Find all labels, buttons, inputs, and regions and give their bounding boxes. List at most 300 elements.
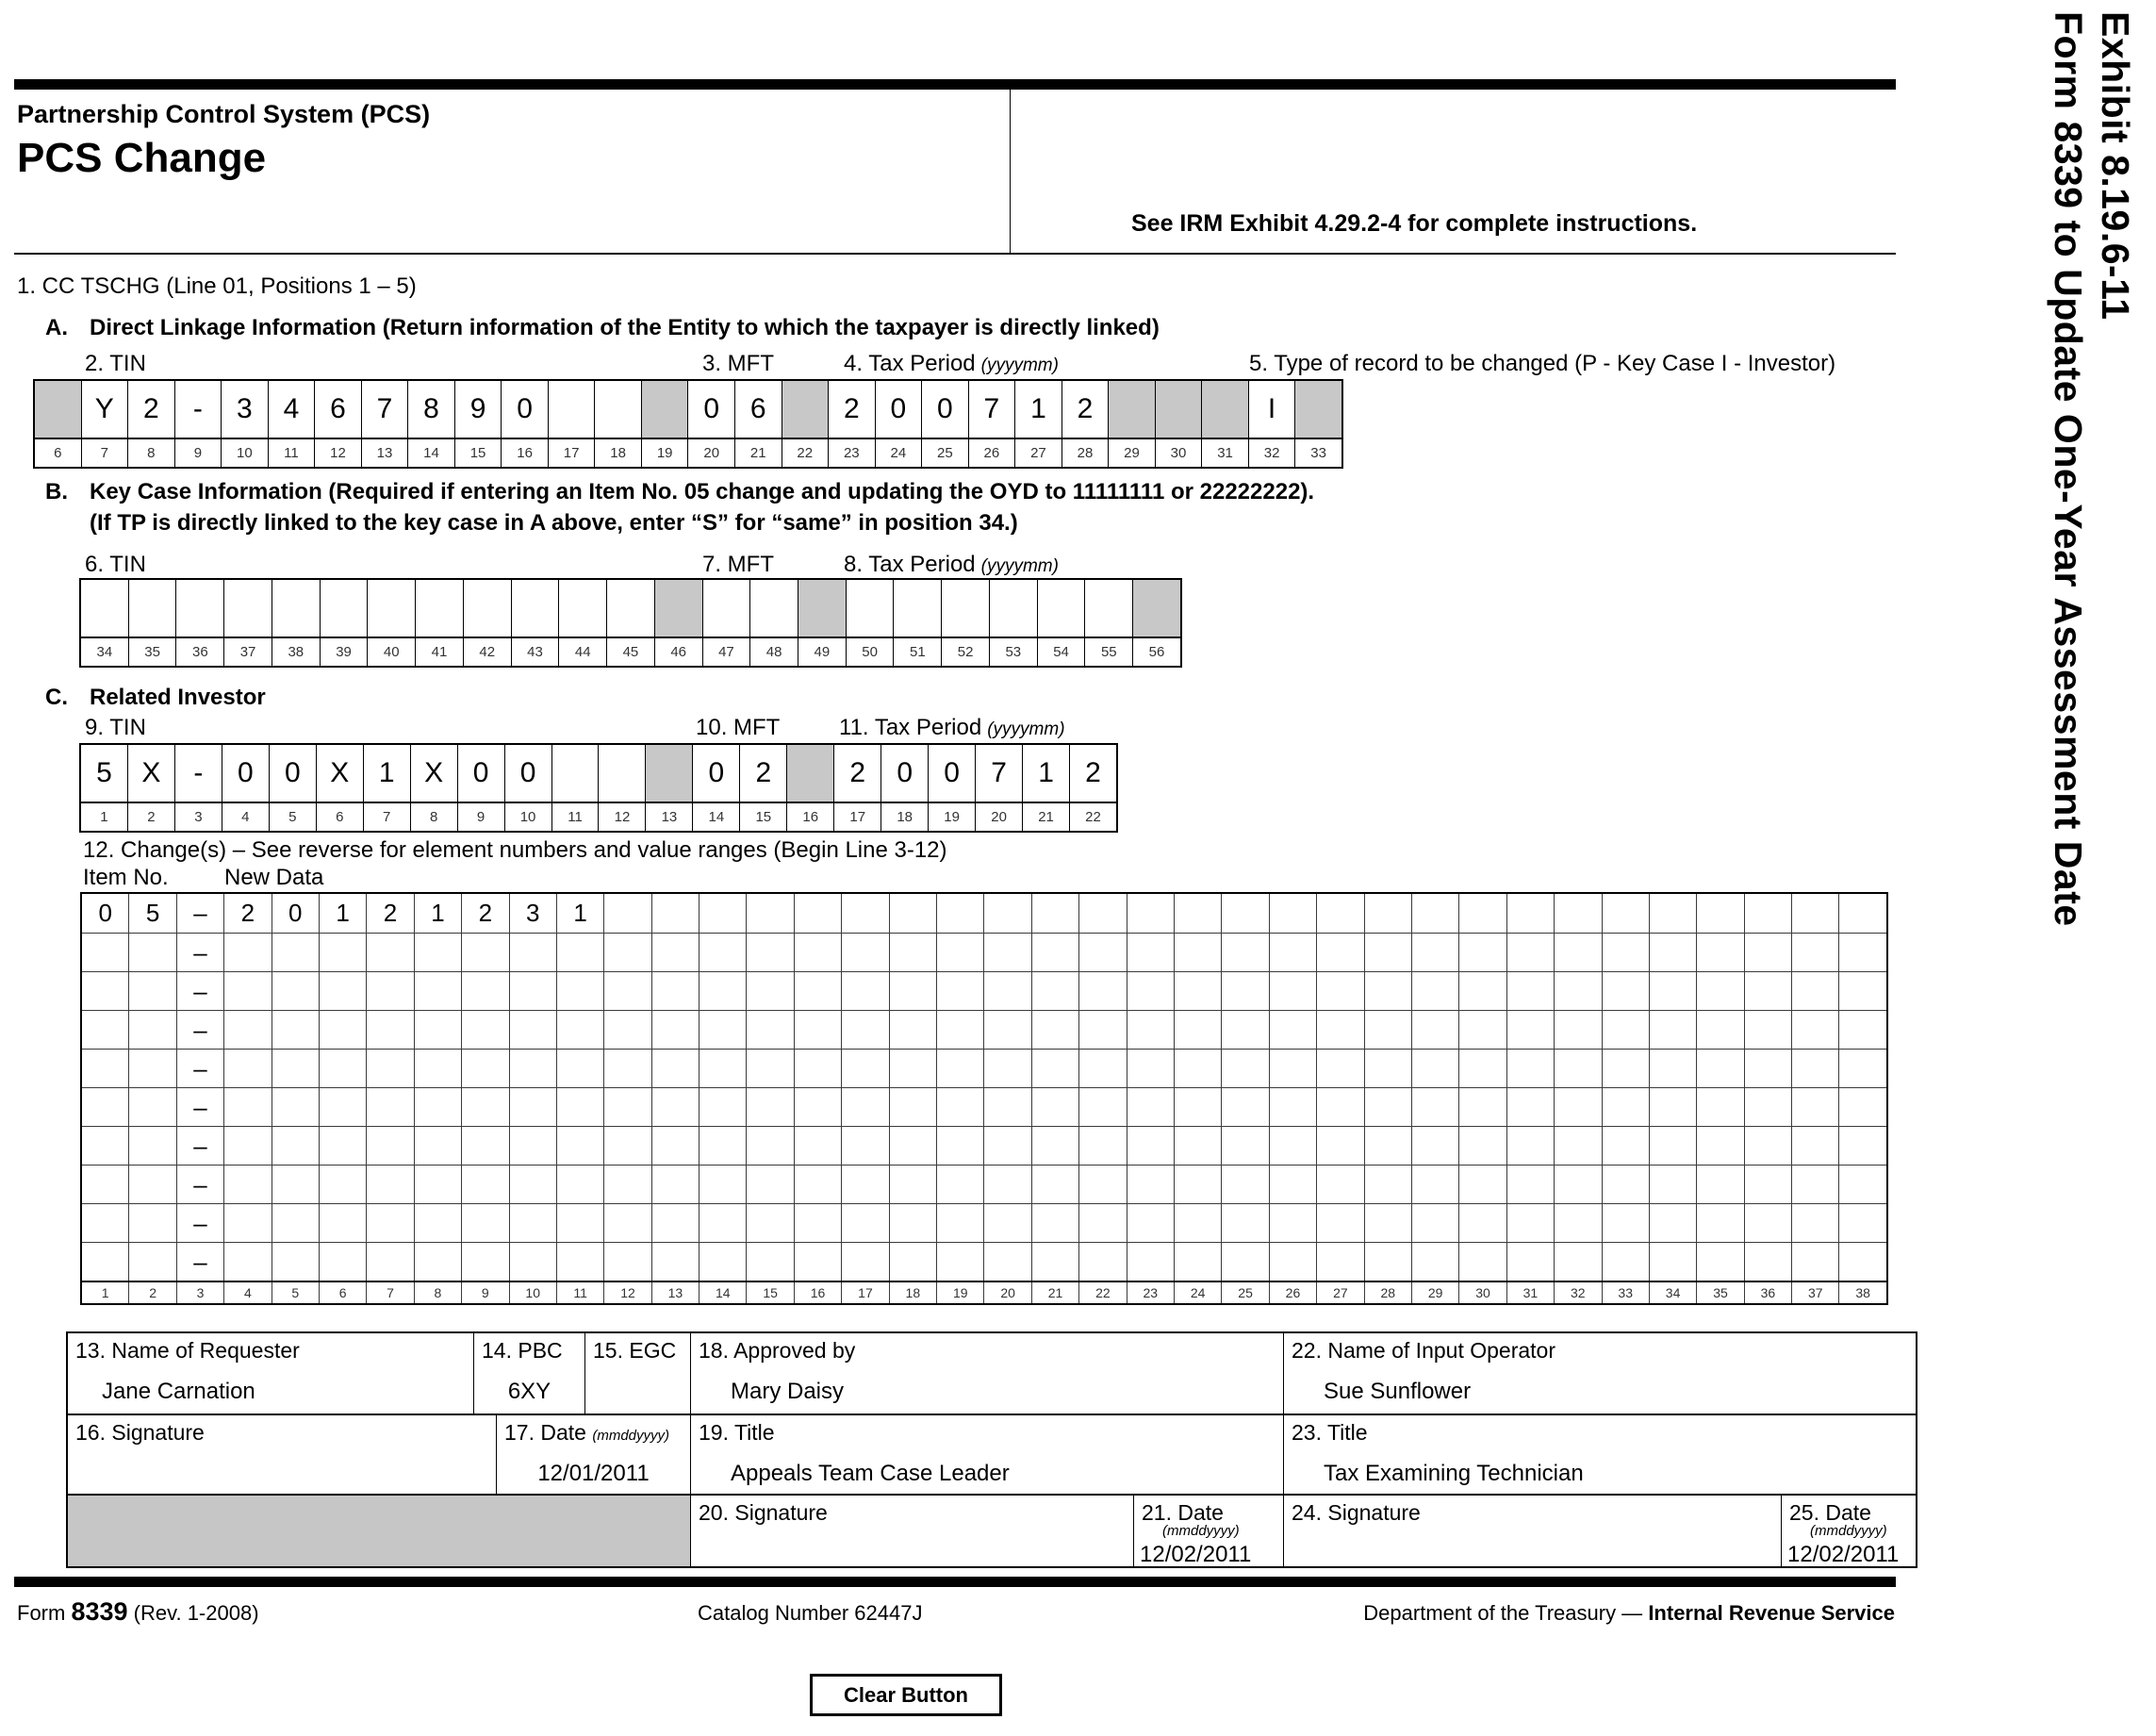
- change-entry-cell[interactable]: [937, 1204, 984, 1242]
- change-entry-cell[interactable]: 1: [415, 894, 462, 933]
- change-entry-cell[interactable]: [1222, 894, 1269, 933]
- change-entry-cell[interactable]: [1697, 1011, 1744, 1049]
- change-entry-cell[interactable]: [510, 1050, 557, 1087]
- change-entry-cell[interactable]: [1650, 1088, 1697, 1126]
- change-entry-cell[interactable]: [1745, 1127, 1792, 1165]
- change-entry-cell[interactable]: [272, 934, 320, 971]
- change-entry-cell[interactable]: [1222, 1204, 1269, 1242]
- requester-date-value[interactable]: 12/01/2011: [537, 1461, 650, 1486]
- change-entry-cell[interactable]: [1365, 1166, 1412, 1203]
- change-entry-cell[interactable]: [1603, 894, 1650, 933]
- change-entry-cell[interactable]: [890, 1204, 937, 1242]
- change-entry-cell[interactable]: [699, 1166, 747, 1203]
- entry-cell-pos-20[interactable]: 7: [976, 745, 1023, 802]
- change-entry-cell[interactable]: [224, 1166, 272, 1203]
- change-entry-cell[interactable]: [129, 1127, 176, 1165]
- change-entry-cell[interactable]: [367, 1088, 414, 1126]
- change-entry-cell[interactable]: [842, 1166, 889, 1203]
- change-entry-cell[interactable]: [795, 1011, 842, 1049]
- change-entry-cell[interactable]: [652, 894, 699, 933]
- change-entry-cell[interactable]: [82, 1011, 129, 1049]
- entry-cell-pos-5[interactable]: 0: [270, 745, 317, 802]
- change-entry-cell[interactable]: [937, 1011, 984, 1049]
- change-entry-cell[interactable]: [1412, 894, 1459, 933]
- change-entry-cell[interactable]: [82, 972, 129, 1010]
- change-entry-cell[interactable]: [415, 1050, 462, 1087]
- change-entry-cell[interactable]: [510, 1166, 557, 1203]
- change-entry-cell[interactable]: [1317, 1050, 1364, 1087]
- change-entry-cell[interactable]: [699, 972, 747, 1010]
- change-entry-cell[interactable]: [984, 1011, 1031, 1049]
- change-entry-cell[interactable]: [652, 1050, 699, 1087]
- change-entry-cell[interactable]: [1697, 972, 1744, 1010]
- change-entry-cell[interactable]: [415, 1088, 462, 1126]
- change-entry-cell[interactable]: [1697, 1127, 1744, 1165]
- change-entry-cell[interactable]: [557, 1166, 604, 1203]
- change-entry-cell[interactable]: [937, 1050, 984, 1087]
- change-entry-cell[interactable]: [1317, 1243, 1364, 1281]
- change-entry-cell[interactable]: [652, 1166, 699, 1203]
- change-entry-cell[interactable]: [984, 894, 1031, 933]
- change-entry-cell[interactable]: [842, 1050, 889, 1087]
- change-entry-cell[interactable]: [272, 1088, 320, 1126]
- change-entry-cell[interactable]: [415, 1166, 462, 1203]
- change-entry-cell[interactable]: [937, 1127, 984, 1165]
- change-entry-cell[interactable]: [1650, 1127, 1697, 1165]
- change-entry-cell[interactable]: [1127, 894, 1175, 933]
- change-entry-cell[interactable]: [1412, 972, 1459, 1010]
- change-entry-cell[interactable]: [1032, 1243, 1079, 1281]
- change-entry-cell[interactable]: [604, 1243, 651, 1281]
- change-entry-cell[interactable]: [1650, 894, 1697, 933]
- change-entry-cell[interactable]: [1650, 934, 1697, 971]
- change-entry-cell[interactable]: [1507, 972, 1555, 1010]
- change-entry-cell[interactable]: [1127, 1127, 1175, 1165]
- change-entry-cell[interactable]: [1745, 1050, 1792, 1087]
- change-entry-cell[interactable]: [699, 1050, 747, 1087]
- change-entry-cell[interactable]: [1839, 1166, 1885, 1203]
- change-entry-cell[interactable]: [1079, 894, 1127, 933]
- entry-cell-pos-48[interactable]: [750, 580, 798, 637]
- change-entry-cell[interactable]: [462, 1243, 509, 1281]
- change-entry-cell[interactable]: [604, 1088, 651, 1126]
- change-entry-cell[interactable]: [82, 1088, 129, 1126]
- entry-cell-pos-52[interactable]: [942, 580, 990, 637]
- change-entry-cell[interactable]: [1317, 1011, 1364, 1049]
- change-entry-cell[interactable]: [604, 1050, 651, 1087]
- change-entry-cell[interactable]: [557, 1050, 604, 1087]
- change-entry-cell[interactable]: [795, 972, 842, 1010]
- entry-cell-pos-8[interactable]: 2: [128, 381, 175, 438]
- change-entry-cell[interactable]: [1365, 1050, 1412, 1087]
- change-entry-cell[interactable]: [1079, 1127, 1127, 1165]
- change-entry-cell[interactable]: [1792, 1088, 1839, 1126]
- change-entry-cell[interactable]: [320, 972, 367, 1010]
- change-entry-cell[interactable]: [367, 1011, 414, 1049]
- change-entry-cell[interactable]: 2: [462, 894, 509, 933]
- change-entry-cell[interactable]: [984, 1243, 1031, 1281]
- change-entry-cell[interactable]: [747, 1243, 794, 1281]
- change-entry-cell[interactable]: [1745, 1243, 1792, 1281]
- entry-cell-pos-14[interactable]: 8: [408, 381, 455, 438]
- operator-date-value[interactable]: 12/02/2011: [1787, 1542, 1900, 1567]
- change-entry-cell[interactable]: 0: [82, 894, 129, 933]
- entry-cell-pos-50[interactable]: [847, 580, 895, 637]
- change-entry-cell[interactable]: [557, 1088, 604, 1126]
- change-entry-cell[interactable]: [462, 1166, 509, 1203]
- change-entry-cell[interactable]: [1697, 1204, 1744, 1242]
- entry-cell-pos-1[interactable]: 5: [81, 745, 128, 802]
- change-entry-cell[interactable]: [652, 1204, 699, 1242]
- change-entry-cell[interactable]: [937, 894, 984, 933]
- entry-cell-pos-44[interactable]: [559, 580, 607, 637]
- entry-cell-pos-23[interactable]: 2: [829, 381, 876, 438]
- change-entry-cell[interactable]: [1032, 1204, 1079, 1242]
- change-entry-cell[interactable]: [652, 1011, 699, 1049]
- change-entry-cell[interactable]: [842, 1204, 889, 1242]
- change-entry-cell[interactable]: [795, 1243, 842, 1281]
- change-entry-cell[interactable]: 1: [320, 894, 367, 933]
- change-entry-cell[interactable]: [1222, 1166, 1269, 1203]
- entry-cell-pos-16[interactable]: 0: [502, 381, 549, 438]
- change-entry-cell[interactable]: [1032, 894, 1079, 933]
- change-entry-cell[interactable]: [1317, 972, 1364, 1010]
- change-entry-cell[interactable]: [1079, 1243, 1127, 1281]
- change-entry-cell[interactable]: [367, 934, 414, 971]
- change-entry-cell[interactable]: [224, 934, 272, 971]
- change-entry-cell[interactable]: [1650, 972, 1697, 1010]
- change-entry-cell[interactable]: [747, 1088, 794, 1126]
- change-entry-cell[interactable]: [129, 934, 176, 971]
- entry-cell-pos-17[interactable]: [549, 381, 596, 438]
- change-entry-cell[interactable]: [557, 1243, 604, 1281]
- change-entry-cell[interactable]: [510, 1011, 557, 1049]
- change-entry-cell[interactable]: [1507, 1166, 1555, 1203]
- change-entry-cell[interactable]: [1222, 1127, 1269, 1165]
- entry-cell-pos-18[interactable]: 0: [881, 745, 929, 802]
- change-entry-cell[interactable]: [699, 1243, 747, 1281]
- change-entry-cell[interactable]: [1079, 1166, 1127, 1203]
- change-entry-cell[interactable]: [1412, 1127, 1459, 1165]
- change-entry-cell[interactable]: [1459, 1127, 1506, 1165]
- change-entry-cell[interactable]: [1459, 934, 1506, 971]
- change-entry-cell[interactable]: [1317, 1204, 1364, 1242]
- change-entry-cell[interactable]: [1650, 1204, 1697, 1242]
- change-entry-cell[interactable]: [1079, 1088, 1127, 1126]
- change-entry-cell[interactable]: [1270, 1050, 1317, 1087]
- change-entry-cell[interactable]: [747, 1011, 794, 1049]
- entry-cell-pos-26[interactable]: 7: [969, 381, 1016, 438]
- entry-cell-pos-17[interactable]: 2: [834, 745, 881, 802]
- entry-cell-pos-40[interactable]: [368, 580, 416, 637]
- entry-cell-pos-36[interactable]: [176, 580, 224, 637]
- change-entry-cell[interactable]: [1317, 894, 1364, 933]
- entry-cell-pos-12[interactable]: 6: [315, 381, 362, 438]
- change-entry-cell[interactable]: [367, 1243, 414, 1281]
- change-entry-cell[interactable]: [1507, 894, 1555, 933]
- change-entry-cell[interactable]: [1365, 1088, 1412, 1126]
- change-entry-cell[interactable]: [1603, 1127, 1650, 1165]
- entry-cell-pos-10[interactable]: 3: [222, 381, 269, 438]
- change-entry-cell[interactable]: [1175, 1088, 1222, 1126]
- change-entry-cell[interactable]: [842, 934, 889, 971]
- change-entry-cell[interactable]: [795, 1166, 842, 1203]
- entry-cell-pos-53[interactable]: [990, 580, 1038, 637]
- change-entry-cell[interactable]: [1507, 1011, 1555, 1049]
- change-entry-cell[interactable]: [890, 894, 937, 933]
- change-entry-cell[interactable]: [415, 934, 462, 971]
- clear-button[interactable]: Clear Button: [810, 1674, 1002, 1716]
- change-entry-cell[interactable]: [1792, 1011, 1839, 1049]
- change-entry-cell[interactable]: [1603, 1088, 1650, 1126]
- change-entry-cell[interactable]: [1792, 894, 1839, 933]
- change-entry-cell[interactable]: [890, 934, 937, 971]
- change-entry-cell[interactable]: [320, 1166, 367, 1203]
- change-entry-cell[interactable]: [1365, 1011, 1412, 1049]
- change-entry-cell[interactable]: [1555, 1243, 1602, 1281]
- change-entry-cell[interactable]: [1555, 1127, 1602, 1165]
- change-entry-cell[interactable]: [367, 1204, 414, 1242]
- change-entry-cell[interactable]: [1270, 1204, 1317, 1242]
- change-entry-cell[interactable]: [224, 1011, 272, 1049]
- change-entry-cell[interactable]: [1603, 1243, 1650, 1281]
- change-entry-cell[interactable]: [842, 894, 889, 933]
- change-entry-cell[interactable]: [795, 934, 842, 971]
- change-entry-cell[interactable]: [1745, 934, 1792, 971]
- change-entry-cell[interactable]: [747, 894, 794, 933]
- change-entry-cell[interactable]: [224, 1088, 272, 1126]
- change-entry-cell[interactable]: [510, 1127, 557, 1165]
- change-entry-cell[interactable]: [462, 972, 509, 1010]
- change-entry-cell[interactable]: [699, 1011, 747, 1049]
- change-entry-cell[interactable]: [1555, 972, 1602, 1010]
- entry-cell-pos-18[interactable]: [595, 381, 642, 438]
- entry-cell-pos-4[interactable]: 0: [222, 745, 270, 802]
- change-entry-cell[interactable]: [1222, 1050, 1269, 1087]
- change-entry-cell[interactable]: [1222, 972, 1269, 1010]
- change-entry-cell[interactable]: [1745, 1166, 1792, 1203]
- change-entry-cell[interactable]: [1792, 1050, 1839, 1087]
- change-entry-cell[interactable]: [1459, 894, 1506, 933]
- change-entry-cell[interactable]: [984, 1127, 1031, 1165]
- change-entry-cell[interactable]: [1079, 1011, 1127, 1049]
- change-entry-cell[interactable]: [984, 972, 1031, 1010]
- entry-cell-pos-41[interactable]: [416, 580, 464, 637]
- change-entry-cell[interactable]: [272, 1011, 320, 1049]
- change-entry-cell[interactable]: [1839, 972, 1885, 1010]
- change-entry-cell[interactable]: [652, 1127, 699, 1165]
- change-entry-cell[interactable]: [1555, 1204, 1602, 1242]
- change-entry-cell[interactable]: [557, 934, 604, 971]
- change-entry-cell[interactable]: [1792, 1243, 1839, 1281]
- entry-cell-pos-21[interactable]: 1: [1023, 745, 1070, 802]
- change-entry-cell[interactable]: [604, 972, 651, 1010]
- change-entry-cell[interactable]: [842, 972, 889, 1010]
- change-entry-cell[interactable]: [1222, 1088, 1269, 1126]
- change-entry-cell[interactable]: [984, 1088, 1031, 1126]
- change-entry-cell[interactable]: [367, 972, 414, 1010]
- change-entry-cell[interactable]: [1175, 1243, 1222, 1281]
- change-entry-cell[interactable]: [842, 1011, 889, 1049]
- change-entry-cell[interactable]: [1079, 1050, 1127, 1087]
- requester-value[interactable]: Jane Carnation: [102, 1379, 255, 1404]
- change-entry-cell[interactable]: [795, 1050, 842, 1087]
- change-entry-cell[interactable]: [937, 934, 984, 971]
- change-entry-cell[interactable]: [604, 894, 651, 933]
- change-entry-cell[interactable]: [415, 1011, 462, 1049]
- change-entry-cell[interactable]: [1412, 1204, 1459, 1242]
- change-entry-cell[interactable]: [557, 972, 604, 1010]
- change-entry-cell[interactable]: [1127, 1166, 1175, 1203]
- change-entry-cell[interactable]: [652, 934, 699, 971]
- entry-cell-pos-15[interactable]: 2: [740, 745, 787, 802]
- change-entry-cell[interactable]: [604, 1204, 651, 1242]
- entry-cell-pos-19[interactable]: 0: [929, 745, 976, 802]
- entry-cell-pos-38[interactable]: [272, 580, 321, 637]
- change-entry-cell[interactable]: [272, 1127, 320, 1165]
- change-entry-cell[interactable]: [272, 1050, 320, 1087]
- change-entry-cell[interactable]: [1127, 1204, 1175, 1242]
- change-entry-cell[interactable]: [1175, 1166, 1222, 1203]
- change-entry-cell[interactable]: [1270, 894, 1317, 933]
- change-entry-cell[interactable]: [415, 1243, 462, 1281]
- change-entry-cell[interactable]: [82, 1050, 129, 1087]
- change-entry-cell[interactable]: [272, 972, 320, 1010]
- change-entry-cell[interactable]: [984, 1050, 1031, 1087]
- change-entry-cell[interactable]: [937, 1166, 984, 1203]
- entry-cell-pos-3[interactable]: -: [175, 745, 222, 802]
- change-entry-cell[interactable]: [510, 1088, 557, 1126]
- change-entry-cell[interactable]: [1507, 934, 1555, 971]
- change-entry-cell[interactable]: [1507, 1243, 1555, 1281]
- change-entry-cell[interactable]: [937, 1243, 984, 1281]
- change-entry-cell[interactable]: [1079, 1204, 1127, 1242]
- entry-cell-pos-14[interactable]: 0: [693, 745, 740, 802]
- approved-by-value[interactable]: Mary Daisy: [731, 1379, 845, 1404]
- change-entry-cell[interactable]: [1270, 934, 1317, 971]
- change-entry-cell[interactable]: [1839, 1127, 1885, 1165]
- change-entry-cell[interactable]: [320, 1011, 367, 1049]
- change-entry-cell[interactable]: [1032, 934, 1079, 971]
- change-entry-cell[interactable]: [1603, 934, 1650, 971]
- change-entry-cell[interactable]: 5: [129, 894, 176, 933]
- change-entry-cell[interactable]: [1745, 1011, 1792, 1049]
- change-entry-cell[interactable]: [795, 1088, 842, 1126]
- approver-title-value[interactable]: Appeals Team Case Leader: [731, 1461, 1010, 1486]
- change-entry-cell[interactable]: [842, 1243, 889, 1281]
- entry-cell-pos-9[interactable]: -: [175, 381, 222, 438]
- change-entry-cell[interactable]: [1603, 1011, 1650, 1049]
- entry-cell-pos-42[interactable]: [464, 580, 512, 637]
- entry-cell-pos-15[interactable]: 9: [455, 381, 502, 438]
- change-entry-cell[interactable]: [1175, 894, 1222, 933]
- change-entry-cell[interactable]: [1507, 1204, 1555, 1242]
- change-entry-cell[interactable]: [984, 1204, 1031, 1242]
- change-entry-cell[interactable]: [415, 972, 462, 1010]
- entry-cell-pos-51[interactable]: [894, 580, 942, 637]
- change-entry-cell[interactable]: [1603, 1050, 1650, 1087]
- change-entry-cell[interactable]: [1032, 1088, 1079, 1126]
- change-entry-cell[interactable]: [224, 1050, 272, 1087]
- change-entry-cell[interactable]: [1317, 1166, 1364, 1203]
- change-entry-cell[interactable]: [1459, 972, 1506, 1010]
- entry-cell-pos-27[interactable]: 1: [1015, 381, 1062, 438]
- change-entry-cell[interactable]: [795, 1204, 842, 1242]
- change-entry-cell[interactable]: [1792, 1204, 1839, 1242]
- change-entry-cell[interactable]: [1555, 1166, 1602, 1203]
- change-entry-cell[interactable]: [1459, 1243, 1506, 1281]
- change-entry-cell[interactable]: [1603, 1204, 1650, 1242]
- change-entry-cell[interactable]: [462, 1127, 509, 1165]
- change-entry-cell[interactable]: [1839, 1088, 1885, 1126]
- change-entry-cell[interactable]: [1555, 894, 1602, 933]
- change-entry-cell[interactable]: [1412, 934, 1459, 971]
- change-entry-cell[interactable]: [1459, 1204, 1506, 1242]
- change-entry-cell[interactable]: [1175, 972, 1222, 1010]
- change-entry-cell[interactable]: [1650, 1243, 1697, 1281]
- entry-cell-pos-13[interactable]: 7: [362, 381, 409, 438]
- change-entry-cell[interactable]: [82, 1204, 129, 1242]
- entry-cell-pos-34[interactable]: [81, 580, 129, 637]
- change-entry-cell[interactable]: [510, 972, 557, 1010]
- change-entry-cell[interactable]: [1650, 1166, 1697, 1203]
- change-entry-cell[interactable]: [1745, 972, 1792, 1010]
- change-entry-cell[interactable]: [1792, 1127, 1839, 1165]
- entry-cell-pos-25[interactable]: 0: [922, 381, 969, 438]
- change-entry-cell[interactable]: [1555, 1050, 1602, 1087]
- change-entry-cell[interactable]: [1127, 1050, 1175, 1087]
- change-entry-cell[interactable]: [462, 934, 509, 971]
- change-entry-cell[interactable]: [795, 1127, 842, 1165]
- change-entry-cell[interactable]: [1365, 1204, 1412, 1242]
- change-entry-cell[interactable]: [82, 1127, 129, 1165]
- change-entry-cell[interactable]: [890, 1243, 937, 1281]
- change-entry-cell[interactable]: 0: [272, 894, 320, 933]
- entry-cell-pos-24[interactable]: 0: [876, 381, 923, 438]
- change-entry-cell[interactable]: [890, 1127, 937, 1165]
- change-entry-cell[interactable]: [367, 1050, 414, 1087]
- entry-cell-pos-8[interactable]: X: [411, 745, 458, 802]
- change-entry-cell[interactable]: [1127, 972, 1175, 1010]
- change-entry-cell[interactable]: [652, 1243, 699, 1281]
- entry-cell-pos-45[interactable]: [607, 580, 655, 637]
- change-entry-cell[interactable]: [1603, 972, 1650, 1010]
- change-entry-cell[interactable]: [747, 1127, 794, 1165]
- change-entry-cell[interactable]: [604, 1127, 651, 1165]
- change-entry-cell[interactable]: [1127, 1243, 1175, 1281]
- entry-cell-pos-55[interactable]: [1085, 580, 1133, 637]
- change-entry-cell[interactable]: [1365, 1243, 1412, 1281]
- change-entry-cell[interactable]: [1175, 1127, 1222, 1165]
- entry-cell-pos-35[interactable]: [129, 580, 177, 637]
- change-entry-cell[interactable]: [462, 1050, 509, 1087]
- change-entry-cell[interactable]: [1270, 972, 1317, 1010]
- change-entry-cell[interactable]: [1175, 1050, 1222, 1087]
- change-entry-cell[interactable]: [1222, 1011, 1269, 1049]
- entry-cell-pos-2[interactable]: X: [128, 745, 175, 802]
- change-entry-cell[interactable]: [1459, 1011, 1506, 1049]
- change-entry-cell[interactable]: [1032, 1050, 1079, 1087]
- change-entry-cell[interactable]: [1175, 1204, 1222, 1242]
- change-entry-cell[interactable]: [1317, 1088, 1364, 1126]
- change-entry-cell[interactable]: [1839, 1243, 1885, 1281]
- entry-cell-pos-12[interactable]: [599, 745, 646, 802]
- change-entry-cell[interactable]: [747, 1050, 794, 1087]
- change-entry-cell[interactable]: [129, 1204, 176, 1242]
- change-entry-cell[interactable]: [1032, 1127, 1079, 1165]
- entry-cell-pos-7[interactable]: 1: [364, 745, 411, 802]
- approver-signature-cell[interactable]: [690, 1494, 1133, 1566]
